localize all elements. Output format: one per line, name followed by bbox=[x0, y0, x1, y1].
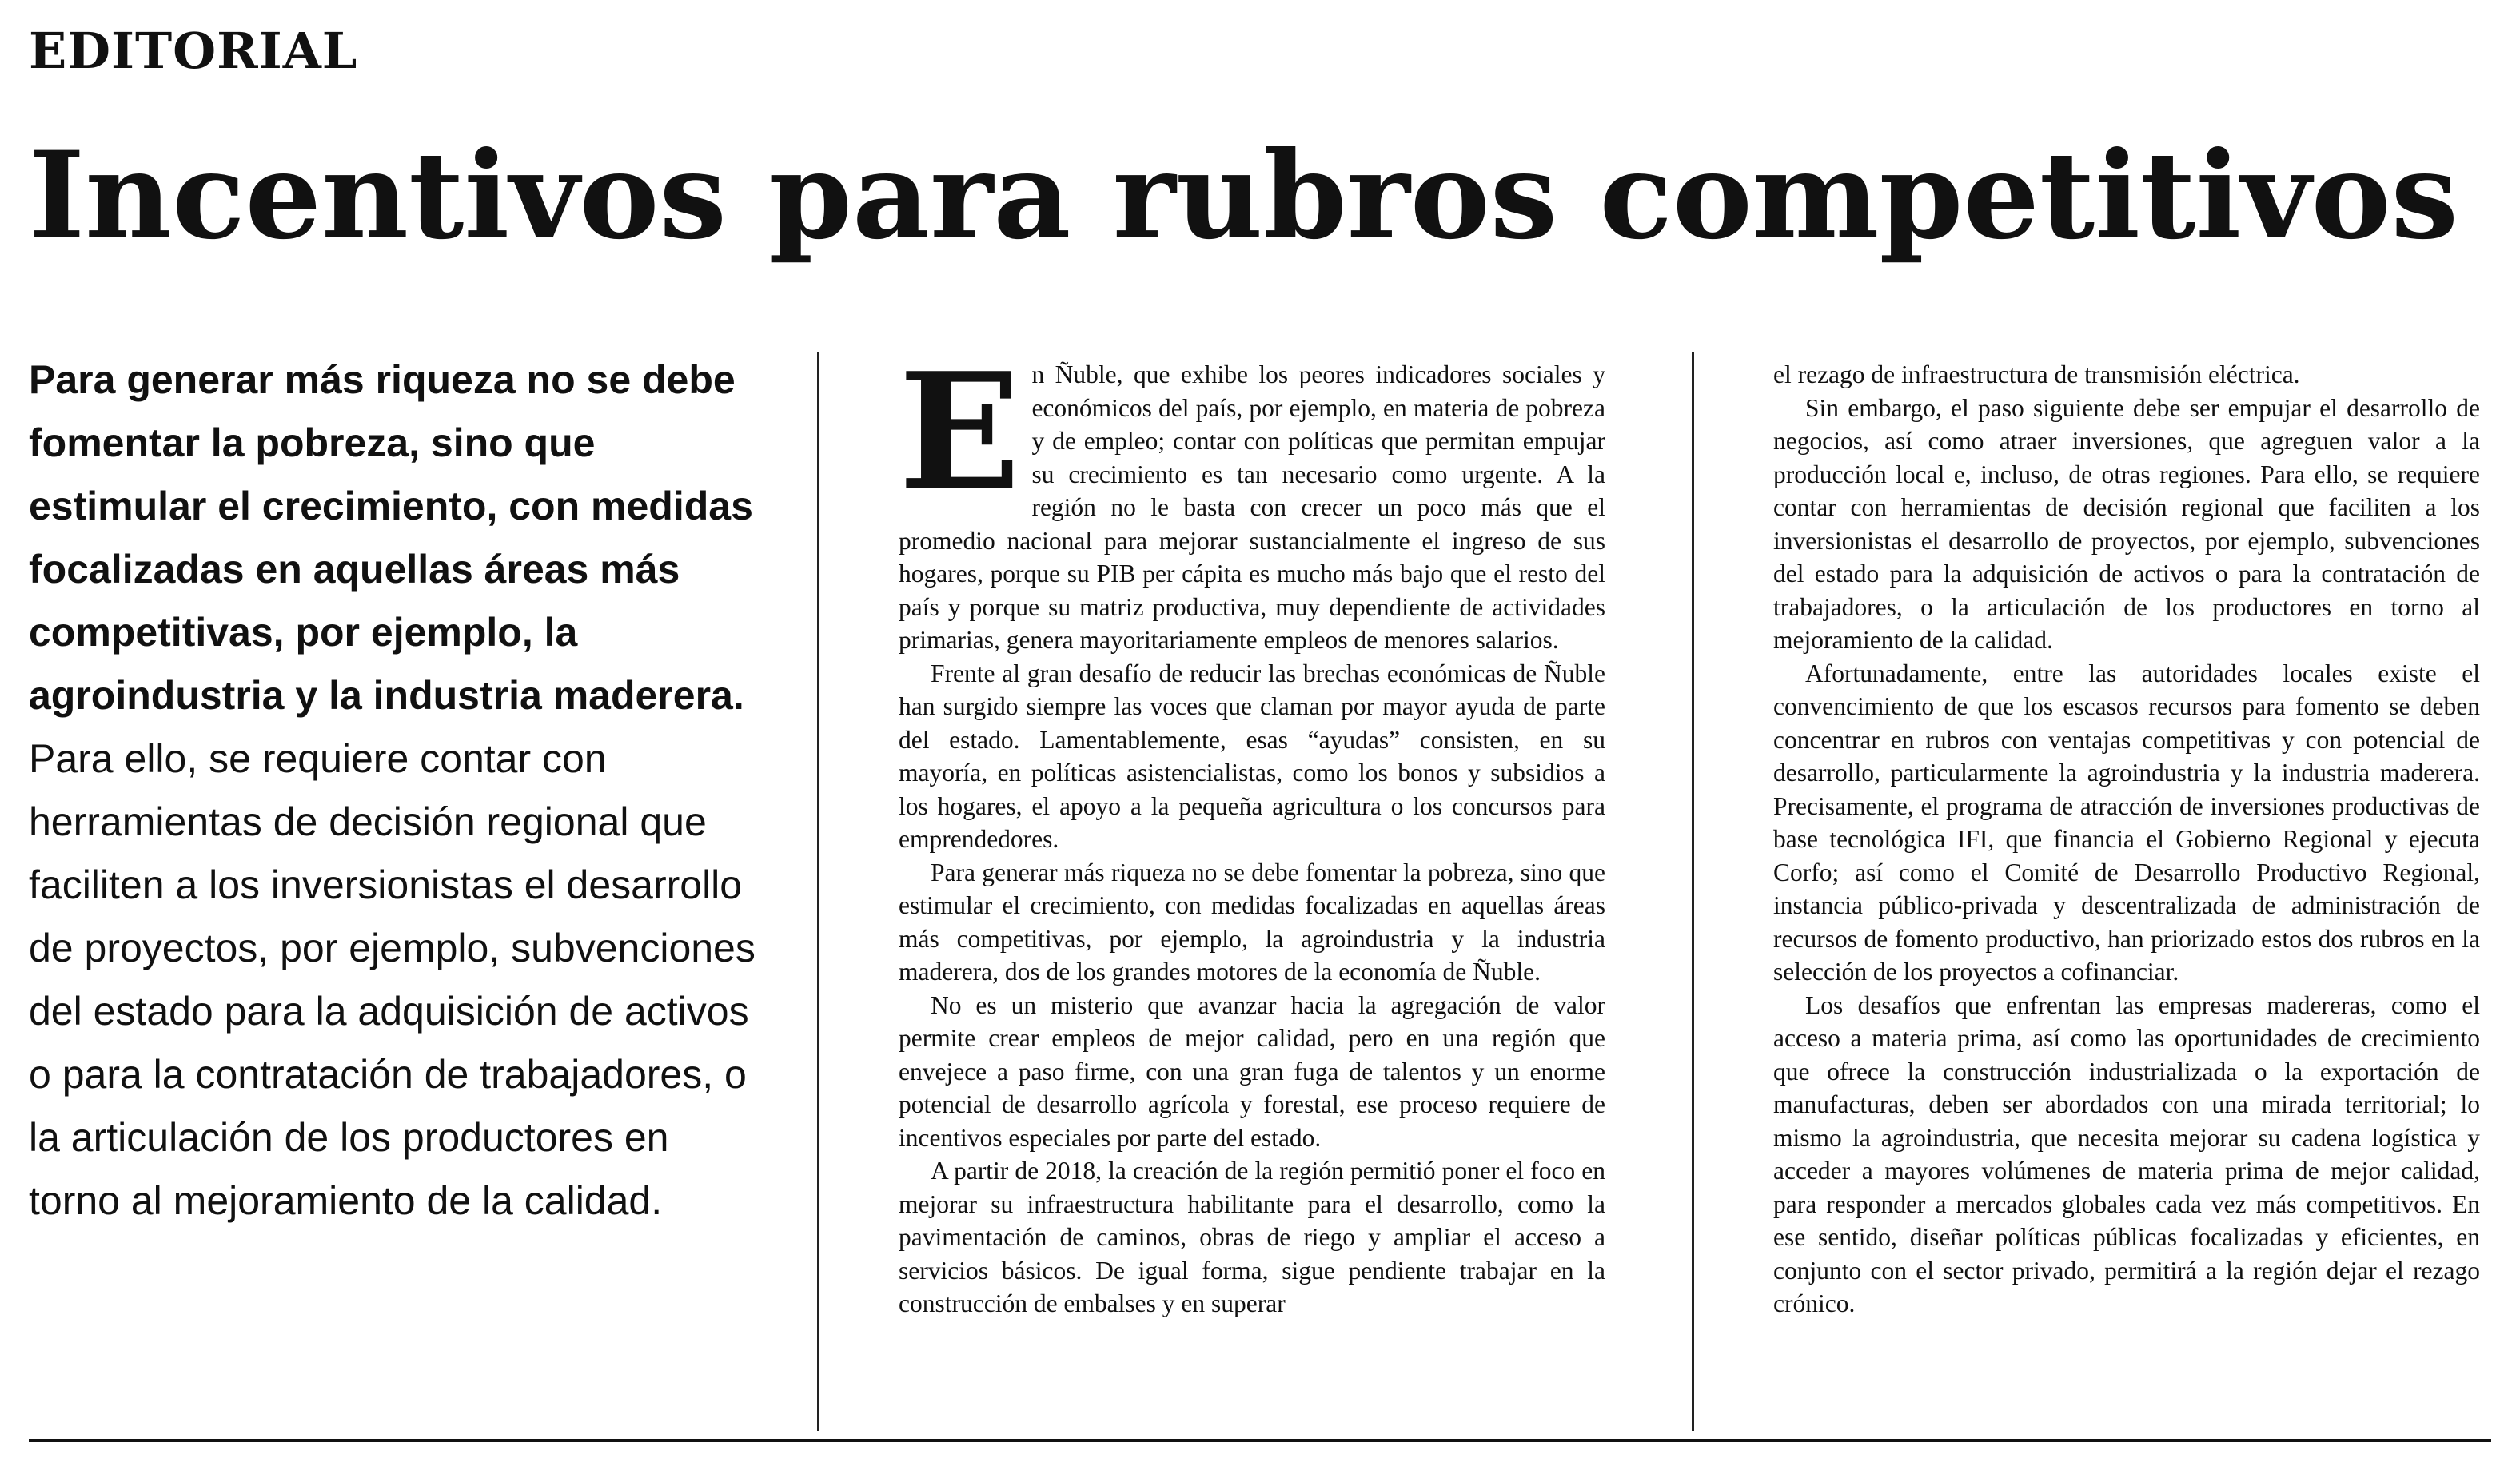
article-paragraph: Afortunadamente, entre las autoridades locales existe el convencimiento de que los escasos recursos para fomento se deben concentrar en rubros con ventajas competitivas y con potencial de desarrollo, particularmente la agroindustria y la industria maderera. Precisamente, el programa de atracción de inversiones productivas de base tecnológica IFI, que financia el Gobierno Regional y ejecuta Corfo; así como el Comité de Desarrollo Productivo Regional, instancia público-privada y descentralizada de administración de recursos de fomento productivo, han priorizado estos dos rubros en la selección de los proyectos a cofinanciar. bbox=[1773, 659, 2480, 986]
article-paragraph: Los desafíos que enfrentan las empresas madereras, como el acceso a materia prima, así como las oportunidades de crecimiento que ofrece la construcción industrializada o la exportación de manufacturas, deben ser abordados con una mirada territorial; lo mismo la agroindustria, que necesita mejorar su cadena logística y acceder a mayores volúmenes de materia prima de mejor calidad, para responder a mercados globales cada vez más competitivos. En ese sentido, diseñar políticas públicas focalizadas y eficientes, en conjunto con el sector privado, permitirá a la región dejar el rezago crónico. bbox=[1773, 990, 2480, 1317]
article-paragraph: Para generar más riqueza no se debe fomentar la pobreza, sino que estimular el crecimiento, con medidas focalizadas en aquellas áreas más competitivas, por ejemplo, la agroindustria y la industria maderera, dos de los grandes motores de la economía de Ñuble. bbox=[899, 858, 1605, 986]
column-rule-right bbox=[1692, 352, 1694, 1431]
deck bbox=[29, 349, 756, 1233]
article-paragraph: No es un misterio que avanzar hacia la agregación de valor permite crear empleos de mejor calidad, pero en una región que envejece a paso firme, con una gran fuga de talentos y un enorme potencial de desarrollo agrícola y forestal, ese proceso requiere de incentivos especiales por parte del estado. bbox=[899, 990, 1605, 1152]
deck-bold-text: Para generar más riqueza no se debe fomentar la pobreza, sino que estimular el crecimiento, con medidas focalizadas en aquellas áreas más competitivas, por ejemplo, la agroindustria y la industria maderera. bbox=[29, 357, 753, 718]
column-rule-left bbox=[817, 352, 819, 1431]
article-paragraph: el rezago de infraestructura de transmisión eléctrica. bbox=[1773, 361, 2300, 388]
article-paragraph: Sin embargo, el paso siguiente debe ser empujar el desarrollo de negocios, así como atraer inversiones, que agreguen valor a la producción local e, incluso, de otras regiones. Para ello, se requiere contar con herramientas de decisión regional que faciliten a los inversionistas el desarrollo de proyectos, por ejemplo, subvenciones del estado para la adquisición de activos o para la contratación de trabajadores, o la articulación de los productores en torno al mejoramiento de la calidad. bbox=[1773, 393, 2480, 654]
article-column-a bbox=[899, 338, 1605, 1321]
article-paragraph bbox=[899, 338, 1605, 657]
headline: Incentivos para rubros competitivos bbox=[29, 125, 2459, 266]
drop-cap: E bbox=[899, 338, 1021, 526]
article-paragraph: Frente al gran desafío de reducir las brechas económicas de Ñuble han surgido siempre las voces que claman por mayor ayuda de parte del estado. Lamentablemente, esas “ayudas” consisten, en su mayoría, en políticas asistencialistas, como los bonos y subsidios a los hogares, el apoyo a la pequeña agricultura o los concursos para emprendedores. bbox=[899, 659, 1605, 853]
article-paragraph: A partir de 2018, la creación de la región permitió poner el foco en mejorar su infraestructura habilitante para el desarrollo, como la pavimentación de caminos, obras de riego y ampliar el acceso a servicios básicos. De igual forma, sigue pendiente trabajar en la construcción de embalses y en superar bbox=[899, 1157, 1605, 1317]
deck-regular-text: Para ello, se requiere contar con herramientas de decisión regional que faciliten a los inversionistas el desarrollo de proyectos, por ejemplo, subvenciones del estado para la adquisición de activos o para la contratación de trabajadores, o la articulación de los productores en torno al mejoramiento de la calidad. bbox=[29, 736, 756, 1223]
article-column-b bbox=[1773, 358, 2480, 1321]
section-label: EDITORIAL bbox=[29, 22, 358, 80]
paragraph-text: n Ñuble, que exhibe los peores indicadores sociales y económicos del país, por ejemplo, en materia de pobreza y de empleo; contar con políticas que permitan empujar su crecimiento es tan necesario como urgente. A la región no le basta con crecer un poco más que el promedio nacional para mejorar sustancialmente el ingreso de sus hogares, porque su PIB per cápita es mucho más bajo que el resto del país y porque su matriz productiva, muy dependiente de actividades primarias, genera mayoritariamente empleos de menores salarios. bbox=[899, 361, 1605, 654]
bottom-rule bbox=[29, 1439, 2491, 1442]
